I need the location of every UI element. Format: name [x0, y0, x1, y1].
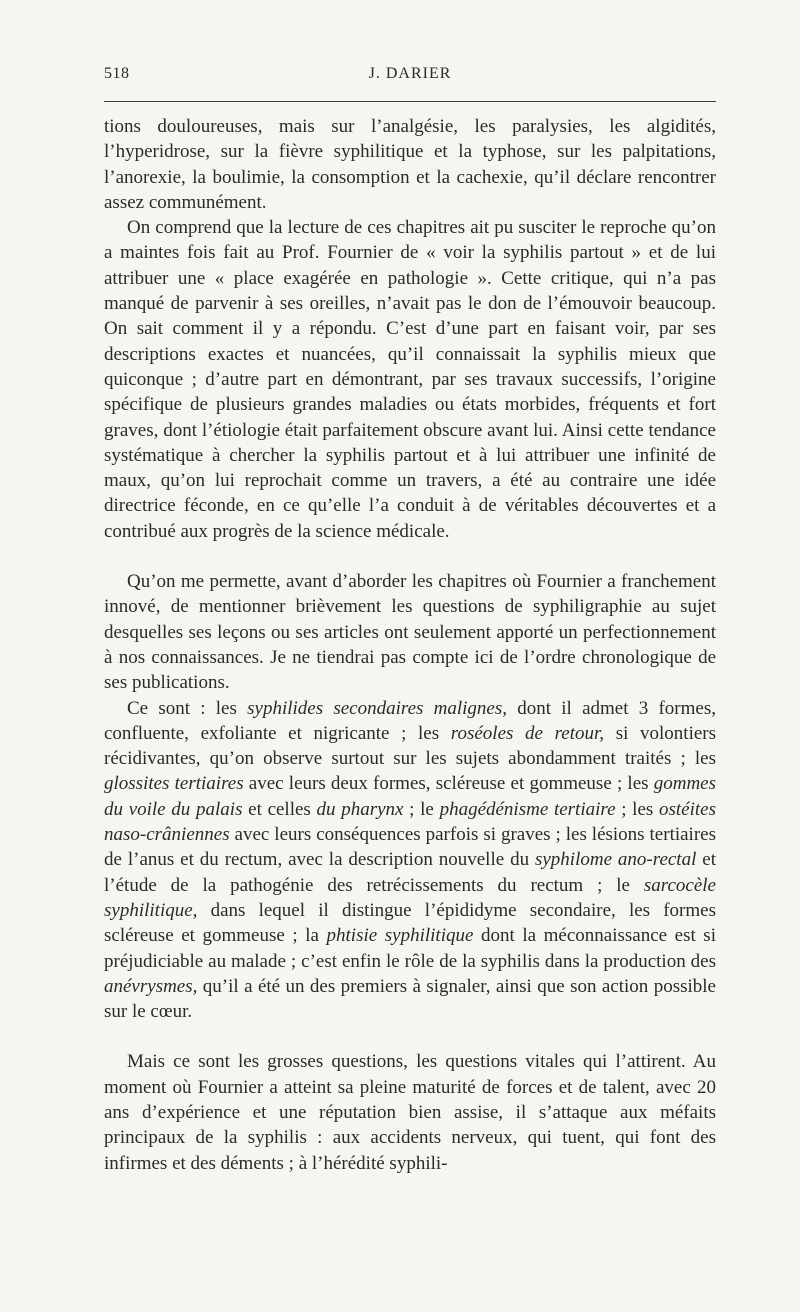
italic-term: gommes du voile du palais [104, 773, 716, 820]
italic-term: roséoles de retour, [450, 722, 605, 744]
italic-term: phagédénisme tertiaire [439, 798, 616, 820]
text-run: tions douloureuses, mais sur l’analgésie, les paralysies, les algidités, l’hyperidrose, sur la fièvre syphilitique et la typhose, sur les palpitations, l’anorexie, la boulimie, la consomption et la cachexie, qu’il déclare rencontrer assez communément. [104, 116, 716, 213]
italic-term: sarcocèle syphilitique, [104, 874, 716, 921]
text-run: dans lequel il distingue l’épididyme secondaire, les formes scléreuse et gommeuse ; la [104, 899, 716, 947]
paragraph [104, 569, 716, 695]
italic-term: anévrysmes, [104, 975, 198, 997]
paragraph [104, 696, 716, 1025]
italic-term: phtisie syphilitique [326, 925, 474, 947]
page-number: 518 [104, 65, 130, 82]
header-rule [104, 101, 716, 102]
text-run: ; les [615, 798, 659, 820]
paragraph [104, 215, 716, 544]
text-run: Mais ce sont les grosses questions, les questions vitales qui l’attirent. Au moment où Fournier a atteint sa pleine maturité de forces et de talent, avec 20 ans d’expérience et une réputation bien assise, il s’attaque aux méfaits principaux de la syphilis : aux accidents nerveux, qui tuent, qui font des infirmes et des déments ; à l’hérédité syphili- [104, 1051, 716, 1174]
italic-term: syphilides secondaires malignes, [247, 697, 508, 719]
paragraph [104, 114, 716, 215]
text-run: Ce sont : les [127, 697, 248, 719]
text-run: et celles [242, 798, 317, 820]
text-run: avec leurs conséquences parfois si graves ; les lésions tertiaires de l’anus et du rectum, avec la description nouvelle du [104, 824, 716, 871]
italic-term: du pharynx [316, 798, 404, 820]
body-text [104, 114, 716, 1176]
text-run: On comprend que la lecture de ces chapitres ait pu susciter le reproche qu’on a maintes fois fait au Prof. Fournier de « voir la syphilis partout » et de lui attribuer une « place exagérée en pathologie ». Cette critique, qui n’a pas manqué de parvenir à ses oreilles, n’avait pas le don de l’émouvoir beaucoup. On sait comment il y a répondu. C’est d’une part en faisant voir, par ses descriptions exactes et nuancées, qu’il connaissait la syphilis mieux que quiconque ; d’autre part en démontrant, par ses travaux successifs, l’origine spécifique de plusieurs grandes maladies ou états morbides, fréquents et fort graves, dont l’étiologie était parfaitement obscure avant lui. Ainsi cette tendance systématique à chercher la syphilis partout et à lui attribuer une infinité de maux, qu’on lui reprochait comme un travers, a été au contraire une idée directrice féconde, en ce qu’elle l’a conduit à de véritables découvertes et a contribué aux progrès de la science médicale. [104, 217, 716, 542]
italic-term: syphilome ano-rectal [534, 849, 697, 871]
text-run: dont il admet 3 formes, confluente, exfoliante et nigricante ; les [104, 697, 716, 744]
paragraph [104, 1049, 716, 1175]
text-run: et l’étude de la pathogénie des retrécissements du rectum ; le [104, 849, 716, 896]
text-run: ; le [403, 798, 440, 820]
text-run: dont la méconnaissance est si préjudiciable au malade ; c’est enfin le rôle de la syphilis dans la production des [104, 925, 716, 972]
text-run: Qu’on me permette, avant d’aborder les chapitres où Fournier a franchement innové, de mentionner brièvement les questions de syphiligraphie au sujet desquelles ses leçons ou ses articles ont seulement apporté un perfectionnement à nos connaissances. Je ne tiendrai pas compte ici de l’ordre chronologique de ses publications. [104, 571, 716, 694]
running-head: J. DARIER [368, 65, 452, 82]
italic-term: glossites tertiaires [104, 773, 244, 795]
text-run: si volontiers récidivantes, qu’on observe surtout sur les sujets abondamment traités ; les [104, 722, 716, 770]
text-run: qu’il a été un des premiers à signaler, ainsi que son action possible sur le cœur. [104, 975, 716, 1023]
italic-term: ostéites naso-crâniennes [104, 798, 716, 846]
text-run: avec leurs deux formes, scléreuse et gommeuse ; les [243, 773, 654, 795]
page-header [104, 61, 716, 91]
